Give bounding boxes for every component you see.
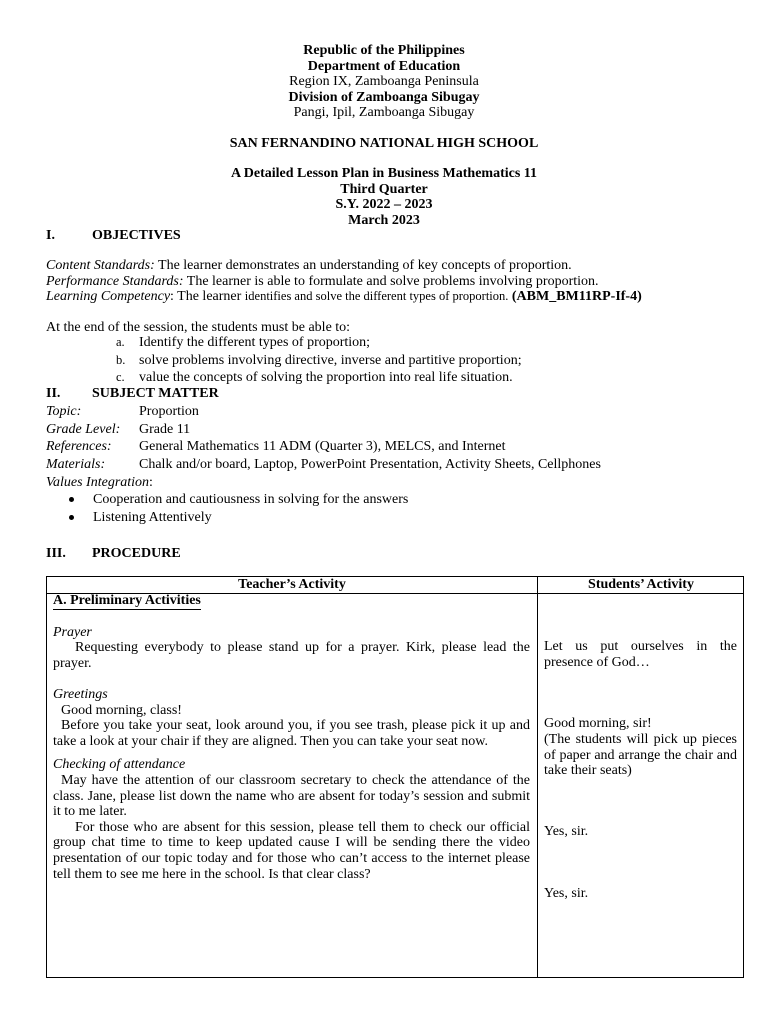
list-item [66,510,408,528]
attendance-label: Checking of attendance [53,757,186,773]
school-name: SAN FERNANDINO NATIONAL HIGH SCHOOL [229,136,539,151]
values-label: Values Integration [46,475,150,490]
objectives-list [116,335,522,388]
students-column-header: Students’ Activity [588,577,694,592]
subject-value: Grade 11 [139,421,191,437]
attendance-note: For those who are absent for this session, please tell them to check our official group chat time to time to keep updated cause I will be sending there the video presentation of our topic today and for those who can’t access to the internet please tell them to see me here in the school. Is that clear class? [53,819,530,882]
subject-key: References: [46,439,112,455]
greetings-instruction: Before you take your seat, look around you, if you see trash, please pick it up and take a look at your chair if they are aligned. Then you can take your seat now. [53,718,530,749]
procedure-heading [46,546,181,562]
plan-quarter: Third Quarter [340,181,428,197]
subject-key: Materials: [46,457,106,473]
procedure-table [46,576,744,978]
teacher-column-header: Teacher’s Activity [238,577,346,592]
division-line: Division of Zamboanga Sibugay [288,89,480,105]
subject-key: Topic: [46,404,82,419]
column-divider [537,577,538,977]
prayer-text: Requesting everybody to please stand up for a prayer. Kirk, please lead the prayer. [53,640,530,671]
teacher-activity-cell [53,593,530,882]
performance-standards [46,274,726,290]
student-yes-response: Yes, sir. [544,886,589,901]
content-standards-label: Content Standards: [46,258,155,273]
section-number: I. [46,228,55,243]
subject-matter-details [46,404,601,475]
section-number: II. [46,386,61,401]
greetings-label: Greetings [53,686,108,702]
student-action-response: (The students will pick up pieces of paper and arrange the chair and take their seats) [544,732,737,779]
learning-competency [46,289,726,305]
prayer-label: Prayer [53,624,92,640]
objectives-intro: At the end of the session, the students must be able to: [46,320,351,335]
section-title: SUBJECT MATTER [92,386,219,401]
list-item [116,335,522,353]
plan-date: March 2023 [348,212,420,228]
list-item-text: Cooperation and cautiousness in solving for the answers [93,492,409,507]
subject-value: General Mathematics 11 ADM (Quarter 3), MELCS, and Internet [139,439,506,455]
list-item [116,370,522,388]
competency-text-small: identifies and solve the different types of proportion. [244,289,509,304]
student-greeting-response: Good morning, sir! [544,716,652,731]
competency-code: (ABM_BM11RP-If-4) [508,289,642,305]
list-item-text: Listening Attentively [93,510,212,525]
competency-text: : The learner [170,289,245,305]
greetings-text: Good morning, class! [61,702,182,718]
address-line: Pangi, Ipil, Zamboanga Sibugay [293,105,475,121]
subject-row [46,422,601,440]
preliminary-heading: A. Preliminary Activities [53,593,201,608]
subject-key: Grade Level: [46,421,121,437]
region-line: Region IX, Zamboanga Peninsula [289,74,479,90]
student-yes-response: Yes, sir. [544,824,589,839]
subject-value: Proportion [139,404,199,419]
performance-standards-label: Performance Standards: [46,273,184,289]
bullet-icon [66,510,93,526]
list-item-text: Identify the different types of proportion; [139,335,371,350]
content-standards-text: The learner demonstrates an understanding of key concepts of proportion. [154,258,572,273]
subject-value: Chalk and/or board, Laptop, PowerPoint Presentation, Activity Sheets, Cellphones [139,457,601,473]
bullet-icon [66,492,93,508]
section-title: PROCEDURE [92,546,181,561]
subject-row [46,439,601,457]
list-item [116,353,522,371]
subject-row [46,457,601,475]
content-standards [46,258,726,274]
list-item [66,492,408,510]
attendance-text: May have the attention of our classroom secretary to check the attendance of the class. Jane, please list down the name who are absent for today’s session and submit it to me later. [53,772,530,820]
list-item-label: c. [116,370,125,384]
list-item-text: value the concepts of solving the proportion into real life situation. [139,370,513,385]
subject-row [46,404,601,422]
standards-block [46,258,726,305]
student-prayer-response: Let us put ourselves in the presence of God… [544,639,737,670]
table-header [47,577,743,594]
list-item-label: a. [116,335,125,349]
plan-school-year: S.Y. 2022 – 2023 [335,197,433,213]
letterhead [0,43,768,121]
performance-standards-text: The learner is able to formulate and solve problems involving proportion. [183,273,599,289]
objectives-heading [46,228,181,244]
values-integration [46,475,153,491]
section-number: III. [46,546,66,561]
republic-line: Republic of the Philippines [303,43,465,58]
values-list [66,492,408,528]
plan-title-block [0,166,768,228]
section-title: OBJECTIVES [92,228,181,243]
competency-label: Learning Competency [46,289,171,305]
values-colon: : [149,475,153,490]
list-item-label: b. [116,352,126,367]
list-item-text: solve problems involving directive, inverse and partitive proportion; [139,352,522,368]
subject-matter-heading [46,386,219,402]
plan-title: A Detailed Lesson Plan in Business Mathematics 11 [230,166,538,181]
department-line: Department of Education [307,58,461,74]
